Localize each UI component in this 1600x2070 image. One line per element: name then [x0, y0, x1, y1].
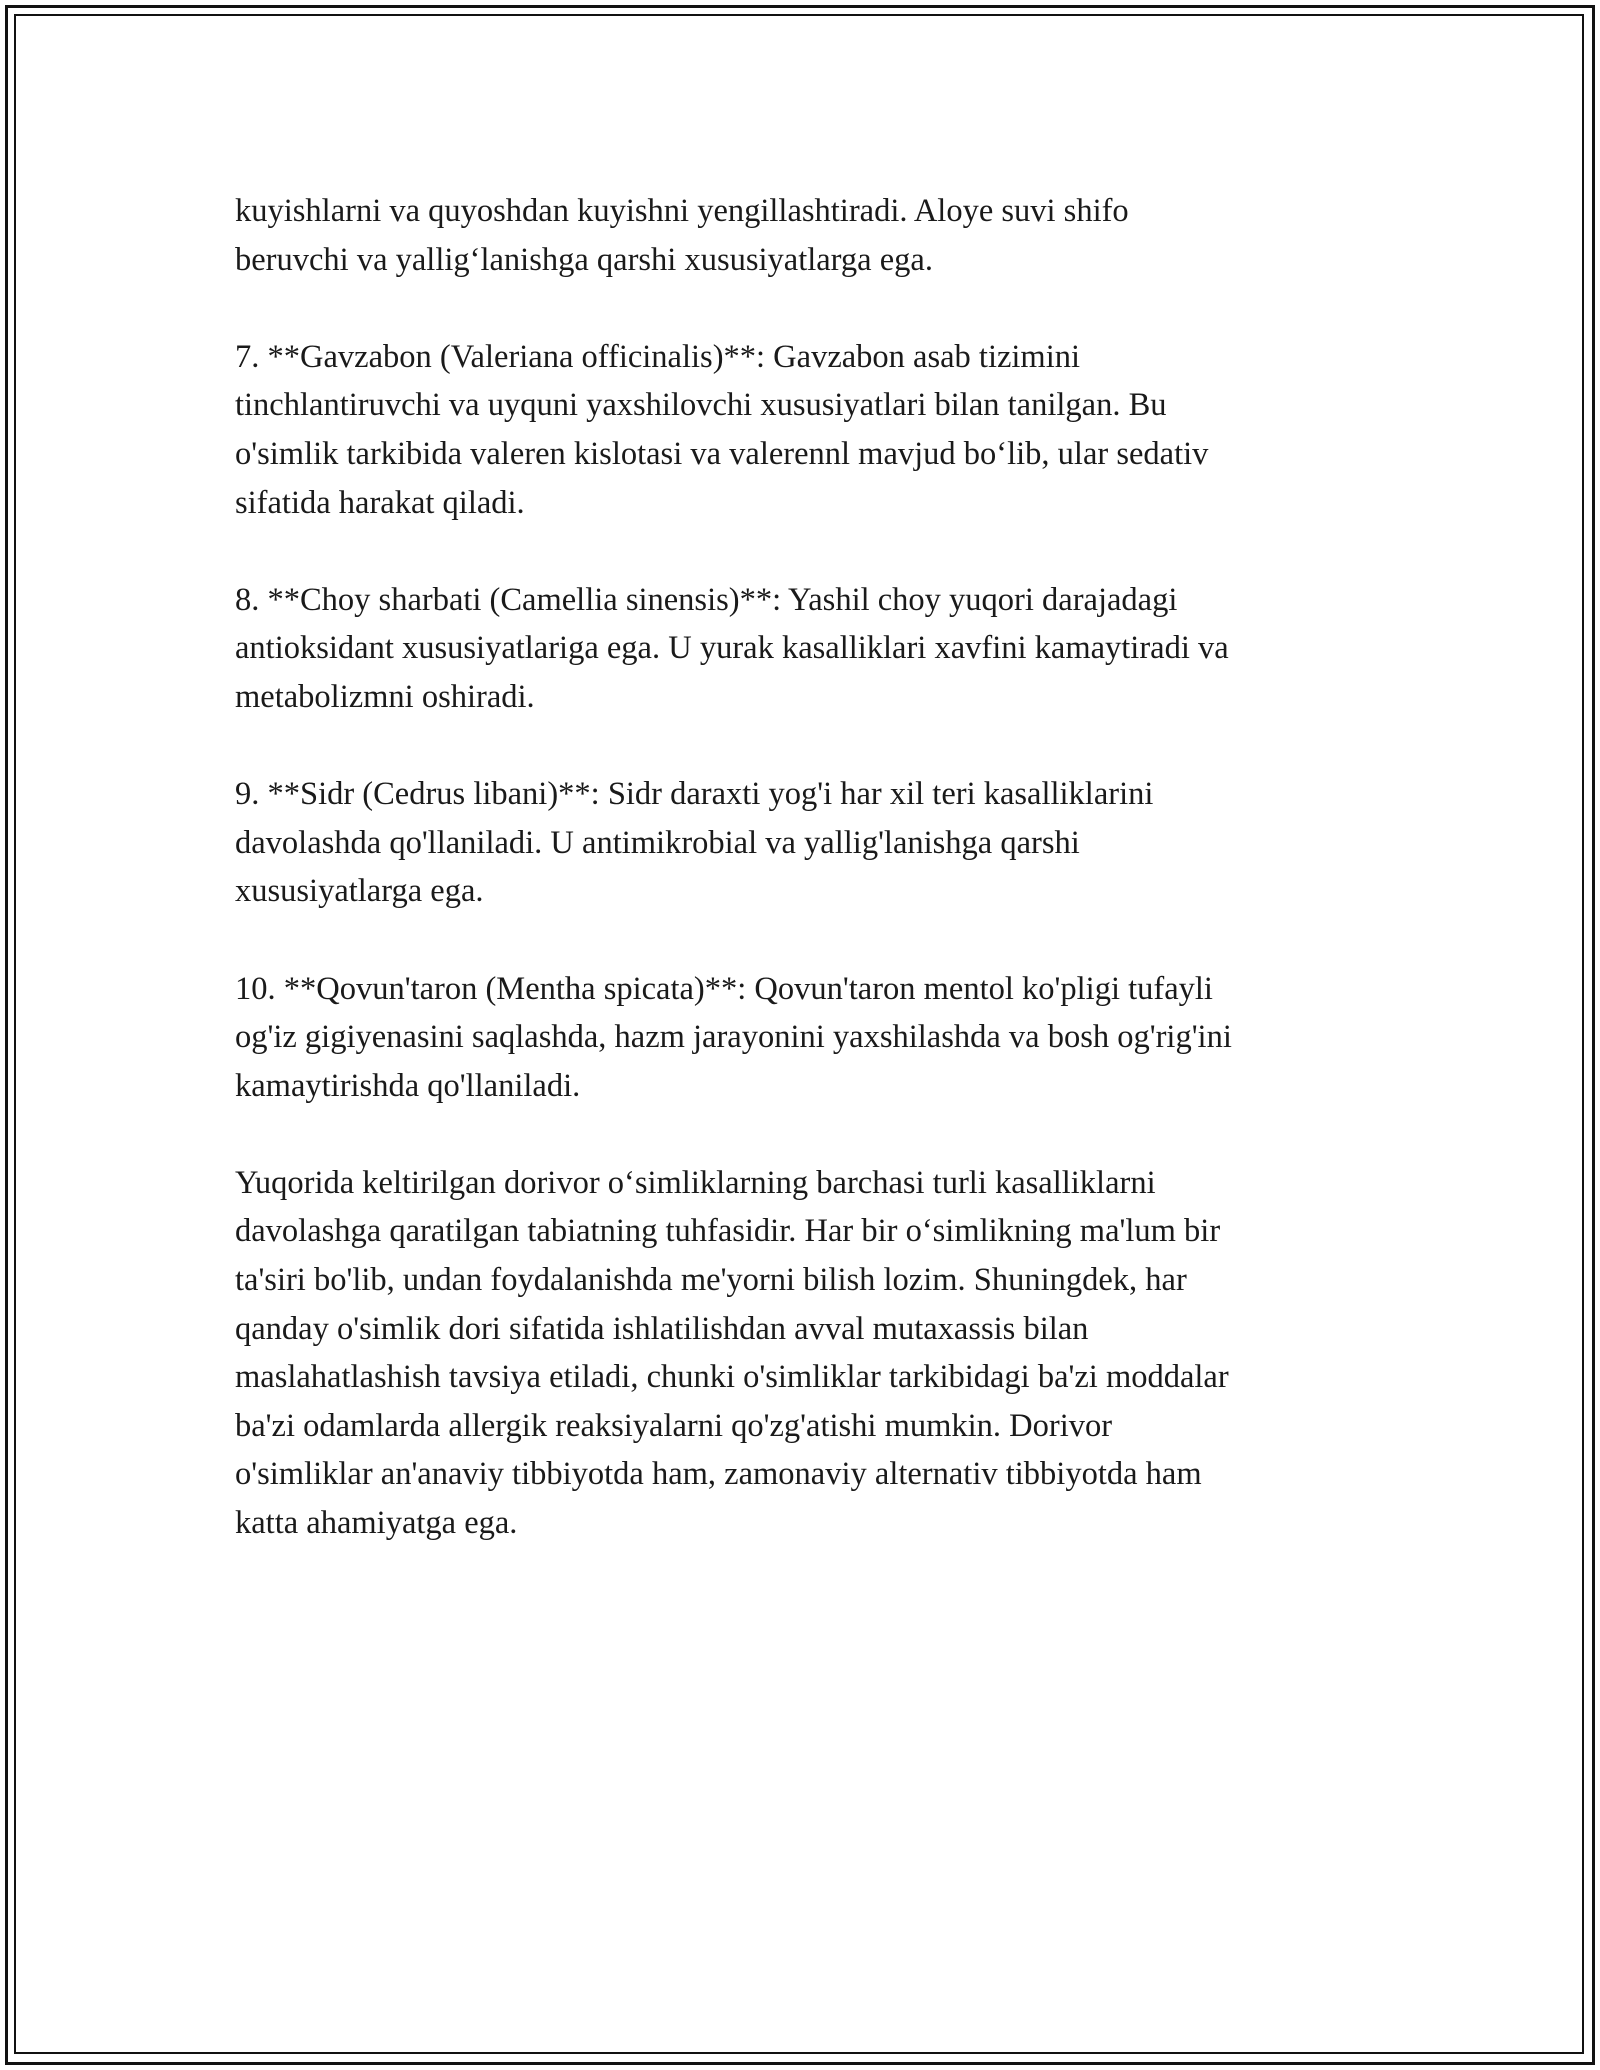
text-line: o'simliklar an'anaviy tibbiyotda ham, zamonaviy alternativ tibbiyotda ham [235, 1456, 1202, 1493]
document-body [235, 187, 1385, 1548]
text-line: antioksidant xususiyatlariga ega. U yurak kasalliklari xavfini kamaytiradi va [235, 630, 1229, 667]
text-line: 9. **Sidr (Cedrus libani)**: Sidr daraxti yog'i har xil teri kasalliklarini [235, 776, 1154, 813]
paragraph-item-9 [235, 770, 1385, 916]
text-line: beruvchi va yallig‘lanishga qarshi xususiyatlarga ega. [235, 241, 933, 278]
text-line: sifatida harakat qiladi. [235, 484, 525, 521]
text-line: metabolizmni oshiradi. [235, 678, 535, 715]
text-line: xususiyatlarga ega. [235, 873, 484, 910]
paragraph-gap [235, 527, 1385, 576]
text-line: kamaytirishda qo'llaniladi. [235, 1067, 581, 1104]
text-line: o'simlik tarkibida valeren kislotasi va valerennl mavjud bo‘lib, ular sedativ [235, 435, 1209, 472]
paragraph-item-10 [235, 965, 1385, 1111]
text-line: davolashda qo'llaniladi. U antimikrobial va yallig'lanishga qarshi [235, 824, 1080, 861]
paragraph-conclusion [235, 1159, 1385, 1548]
paragraph-item-7 [235, 333, 1385, 527]
text-line: Yuqorida keltirilgan dorivor o‘simliklarning barchasi turli kasalliklarni [235, 1164, 1156, 1201]
text-line: davolashga qaratilgan tabiatning tuhfasidir. Har bir o‘simlikning ma'lum bir [235, 1213, 1221, 1250]
text-line: 8. **Choy sharbati (Camellia sinensis)**: Yashil choy yuqori darajadagi [235, 581, 1178, 618]
paragraph-gap [235, 1110, 1385, 1159]
paragraph-aloe-continuation [235, 187, 1385, 284]
text-line: qanday o'simlik dori sifatida ishlatilishdan avval mutaxassis bilan [235, 1310, 1089, 1347]
paragraph-item-8 [235, 576, 1385, 722]
paragraph-gap [235, 916, 1385, 965]
text-line: 7. **Gavzabon (Valeriana officinalis)**: Gavzabon asab tizimini [235, 338, 1081, 375]
paragraph-gap [235, 722, 1385, 771]
text-line: 10. **Qovun'taron (Mentha spicata)**: Qovun'taron mentol ko'pligi tufayli [235, 970, 1213, 1007]
text-line: og'iz gigiyenasini saqlashda, hazm jarayonini yaxshilashda va bosh og'rig'ini [235, 1019, 1232, 1056]
text-line: ba'zi odamlarda allergik reaksiyalarni qo'zg'atishi mumkin. Dorivor [235, 1407, 1113, 1444]
text-line: kuyishlarni va quyoshdan kuyishni yengillashtiradi. Aloye suvi shifo [235, 193, 1129, 229]
paragraph-gap [235, 284, 1385, 333]
text-line: katta ahamiyatga ega. [235, 1505, 518, 1542]
text-line: ta'siri bo'lib, undan foydalanishda me'yorni bilish lozim. Shuningdek, har [235, 1262, 1187, 1299]
text-line: tinchlantiruvchi va uyquni yaxshilovchi xususiyatlari bilan tanilgan. Bu [235, 387, 1167, 424]
text-line: maslahatlashish tavsiya etiladi, chunki o'simliklar tarkibidagi ba'zi moddalar [235, 1359, 1229, 1396]
